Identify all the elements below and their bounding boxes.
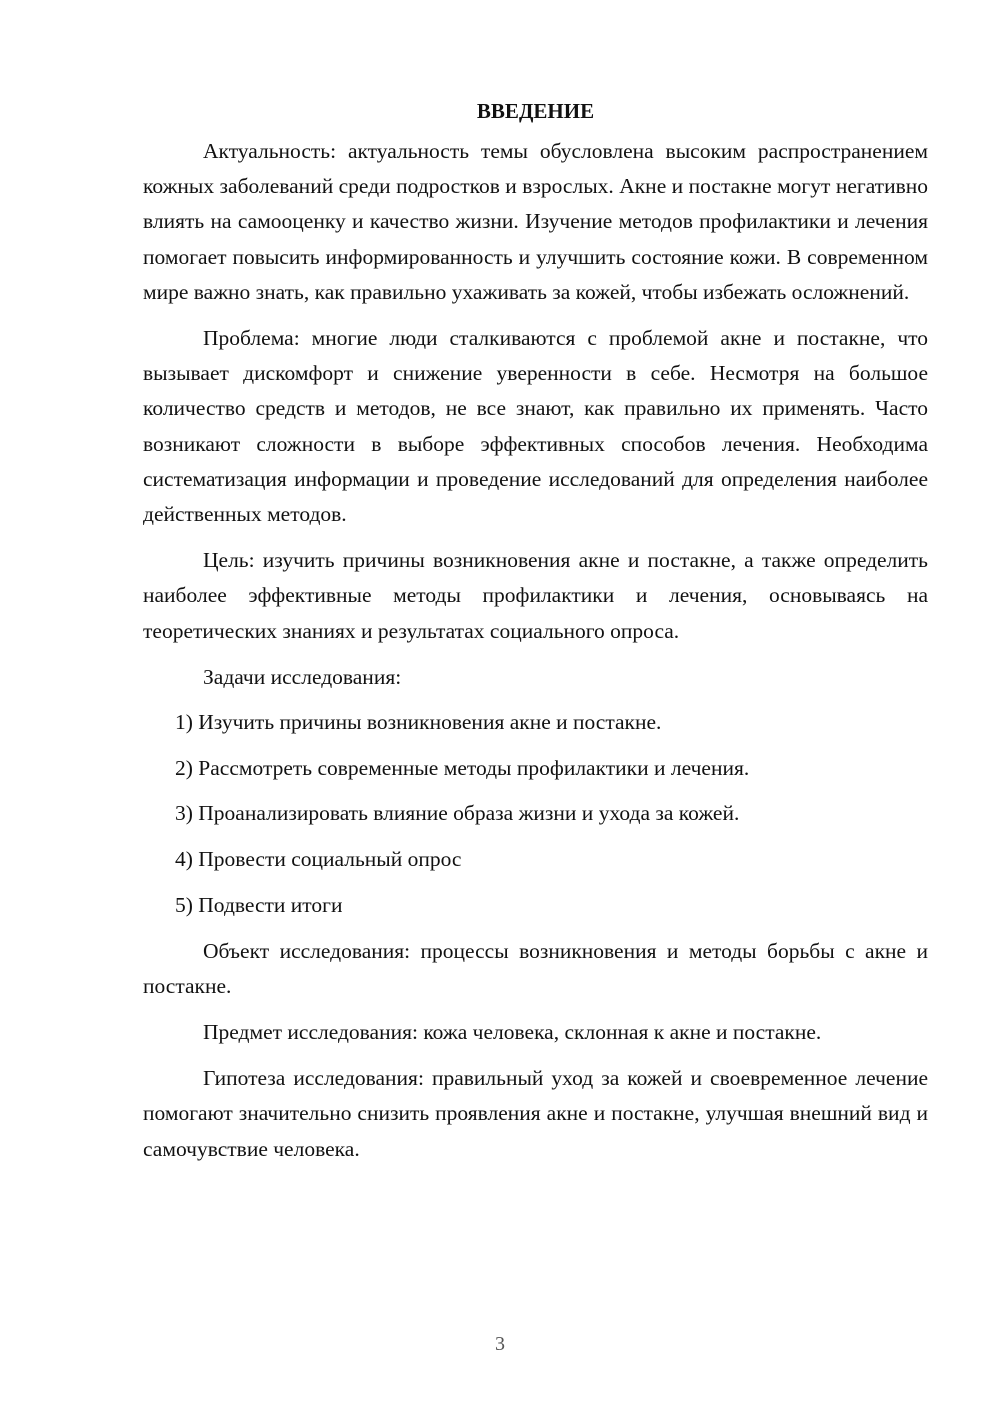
page-number: 3 — [495, 1333, 505, 1355]
task-item: 5) Подвести итоги — [175, 892, 343, 917]
task-item: 2) Рассмотреть современные методы профилактики и лечения. — [175, 755, 750, 780]
task-item: 1) Изучить причины возникновения акне и постакне. — [175, 710, 662, 735]
tasks-heading: Задачи исследования: — [203, 664, 402, 689]
tasks-list — [143, 705, 928, 923]
page-content — [143, 96, 928, 1178]
page-title: ВВЕДЕНИЕ — [476, 99, 595, 123]
problem-paragraph: Проблема: многие люди сталкиваются с проблемой акне и постакне, что вызывает дискомфорт и снижение уверенности в себе. Несмотря на большое количество средств и методов, не все знают, как правильно их применять. Часто возникают сложности в выборе эффективных способов лечения. Необходима систематизация информации и проведение исследований для определения наиболее действенных методов. — [143, 326, 928, 527]
relevance-paragraph: Актуальность: актуальность темы обусловлена высоким распространением кожных заболеваний среди подростков и взрослых. Акне и постакне могут негативно влиять на самооценку и качество жизни. Изучение методов профилактики и лечения помогает повысить информированность и улучшить состояние кожи. В современном мире важно знать, как правильно ухаживать за кожей, чтобы избежать осложнений. — [143, 139, 928, 304]
hypothesis-paragraph: Гипотеза исследования: правильный уход за кожей и своевременное лечение помогают значительно снизить проявления акне и постакне, улучшая внешний вид и самочувствие человека. — [143, 1066, 928, 1161]
object-paragraph: Объект исследования: процессы возникновения и методы борьбы с акне и постакне. — [143, 938, 928, 998]
task-item: 3) Проанализировать влияние образа жизни и ухода за кожей. — [175, 801, 740, 826]
task-item: 4) Провести социальный опрос — [175, 847, 462, 872]
subject-paragraph: Предмет исследования: кожа человека, склонная к акне и постакне. — [203, 1019, 822, 1044]
goal-paragraph: Цель: изучить причины возникновения акне и постакне, а также определить наиболее эффективные методы профилактики и лечения, основываясь на теоретических знаниях и результатах социального опроса. — [143, 548, 928, 643]
